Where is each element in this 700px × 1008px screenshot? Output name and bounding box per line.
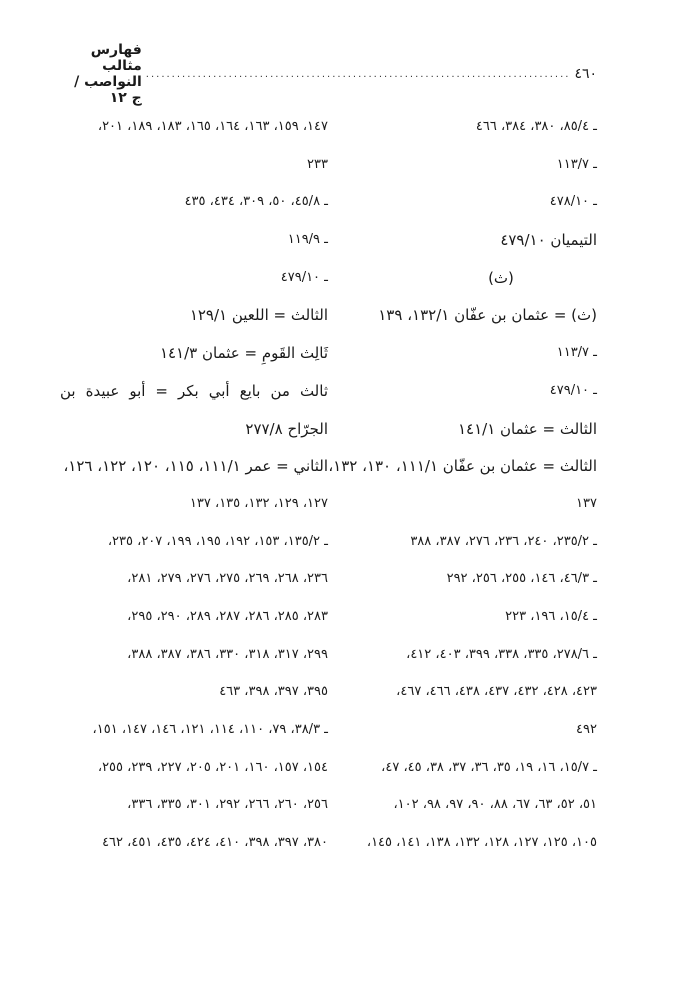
index-entry: (ث) = عثمان بن عفّان ١٣٢/١، ١٣٩ xyxy=(378,306,597,325)
index-entry: ـ ٣٨/٣، ٧٩، ١١٠، ١١٤، ١٢١، ١٤٦، ١٤٧، ١٥١، xyxy=(92,722,328,737)
index-entry: ـ ٢٣٥/٢، ٢٤٠، ٢٣٦، ٢٧٦، ٣٨٧، ٣٨٨ xyxy=(410,533,597,549)
index-entry: ١٥٤، ١٥٧، ١٦٠، ٢٠١، ٢٠٥، ٢٢٧، ٢٣٩، ٢٥٥، xyxy=(97,759,328,775)
running-title: فهارس مثالب النواصب / ج ١٢ xyxy=(74,42,142,106)
index-column-left xyxy=(60,113,328,867)
index-entry: ـ ٢٧٨/٦، ٣٣٥، ٣٣٨، ٣٩٩، ٤٠٣، ٤١٢، xyxy=(406,646,597,662)
index-entry: ـ ١٣٥/٢، ١٥٣، ١٩٢، ١٩٥، ١٩٩، ٢٠٧، ٢٣٥، xyxy=(107,533,328,549)
index-entry: ٣٩٥، ٣٩٧، ٣٩٨، ٤٦٣ xyxy=(219,684,328,700)
index-entry: الثاني = عمر ١١١/١، ١١٥، ١٢٠، ١٢٢، ١٢٦، xyxy=(63,457,328,476)
index-entry: التيميان ٤٧٩/١٠ xyxy=(500,231,597,250)
index-entry: ثَالِث القَومِ = عثمان ١٤١/٣ xyxy=(159,344,328,363)
index-entry: ٢٣٦، ٢٦٨، ٢٦٩، ٢٧٥، ٢٧٦، ٢٧٩، ٢٨١، xyxy=(127,571,328,587)
index-entry: ـ ١١٣/٧ xyxy=(556,345,597,361)
index-entry: الثالث = اللعين ١٢٩/١ xyxy=(189,306,328,325)
index-entry: ـ ١١٩/٩ xyxy=(287,232,328,248)
index-entry: ٤٢٣، ٤٢٨، ٤٣٢، ٤٣٧، ٤٣٨، ٤٦٦، ٤٦٧، xyxy=(396,684,597,700)
index-entry: ـ ١١٣/٧ xyxy=(556,156,597,172)
index-entry: ٤٩٢ xyxy=(576,722,597,737)
index-entry: ٢٣٣ xyxy=(307,156,328,172)
index-entry: ـ ٤٧٩/١٠ xyxy=(280,269,328,285)
index-entry: ـ ١٥/٤، ١٩٦، ٢٢٣ xyxy=(505,608,597,624)
section-letter-heading: (ث) xyxy=(488,268,514,287)
index-entry: ١٢٧، ١٢٩، ١٣٢، ١٣٥، ١٣٧ xyxy=(189,495,328,511)
index-entry: ـ ٤٦/٣، ١٤٦، ٢٥٥، ٢٥٦، ٢٩٢ xyxy=(446,571,597,587)
index-entry: ٥١، ٥٢، ٦٣، ٦٧، ٨٨، ٩٠، ٩٧، ٩٨، ١٠٢، xyxy=(393,797,597,813)
index-entry: ٣٨٠، ٣٩٧، ٣٩٨، ٤١٠، ٤٢٤، ٤٣٥، ٤٥١، ٤٦٢ xyxy=(102,835,328,851)
index-entry: الثالث = عثمان ١٤١/١ xyxy=(457,419,597,438)
index-entry: ١٣٧ xyxy=(576,495,597,511)
index-entry: ٢٩٩، ٣١٧، ٣١٨، ٣٣٠، ٣٨٦، ٣٨٧، ٣٨٨، xyxy=(127,646,328,662)
index-entry: ـ ٤٧٩/١٠ xyxy=(549,382,597,398)
leader-dots: .................................................................................. xyxy=(145,68,571,80)
index-entry: ١٠٥، ١٢٥، ١٢٧، ١٢٨، ١٣٢، ١٣٨، ١٤١، ١٤٥، xyxy=(366,835,597,851)
index-entry: ـ ٨٥/٤، ٣٨٠، ٣٨٤، ٤٦٦ xyxy=(475,119,597,134)
index-entry: الجرّاح ٢٧٧/٨ xyxy=(245,419,328,438)
index-column-right xyxy=(328,113,597,867)
index-entry: ـ ٤٧٨/١٠ xyxy=(549,194,597,210)
running-header xyxy=(60,42,597,106)
page-number: ٤٦٠ xyxy=(574,66,597,82)
index-entry: الثالث = عثمان بن عفّان ١١١/١، ١٣٠، ١٣٢، xyxy=(328,457,597,476)
index-entry: ـ ٤٥/٨، ٥٠، ٣٠٩، ٤٣٤، ٤٣٥ xyxy=(184,194,328,210)
index-entry: ثالث من بايع أبي بكر = أبو عبيدة بن xyxy=(60,381,328,400)
index-entry: ٢٥٦، ٢٦٠، ٢٦٦، ٢٩٢، ٣٠١، ٣٣٥، ٣٣٦، xyxy=(127,797,328,813)
index-entry: ـ ١٥/٧، ١٦، ١٩، ٣٥، ٣٦، ٣٧، ٣٨، ٤٥، ٤٧، xyxy=(381,759,597,775)
index-entry: ١٤٧، ١٥٩، ١٦٣، ١٦٤، ١٦٥، ١٨٣، ١٨٩، ٢٠١، xyxy=(97,119,328,134)
index-entry: ٢٨٣، ٢٨٥، ٢٨٦، ٢٨٧، ٢٨٩، ٢٩٠، ٢٩٥، xyxy=(127,608,328,624)
